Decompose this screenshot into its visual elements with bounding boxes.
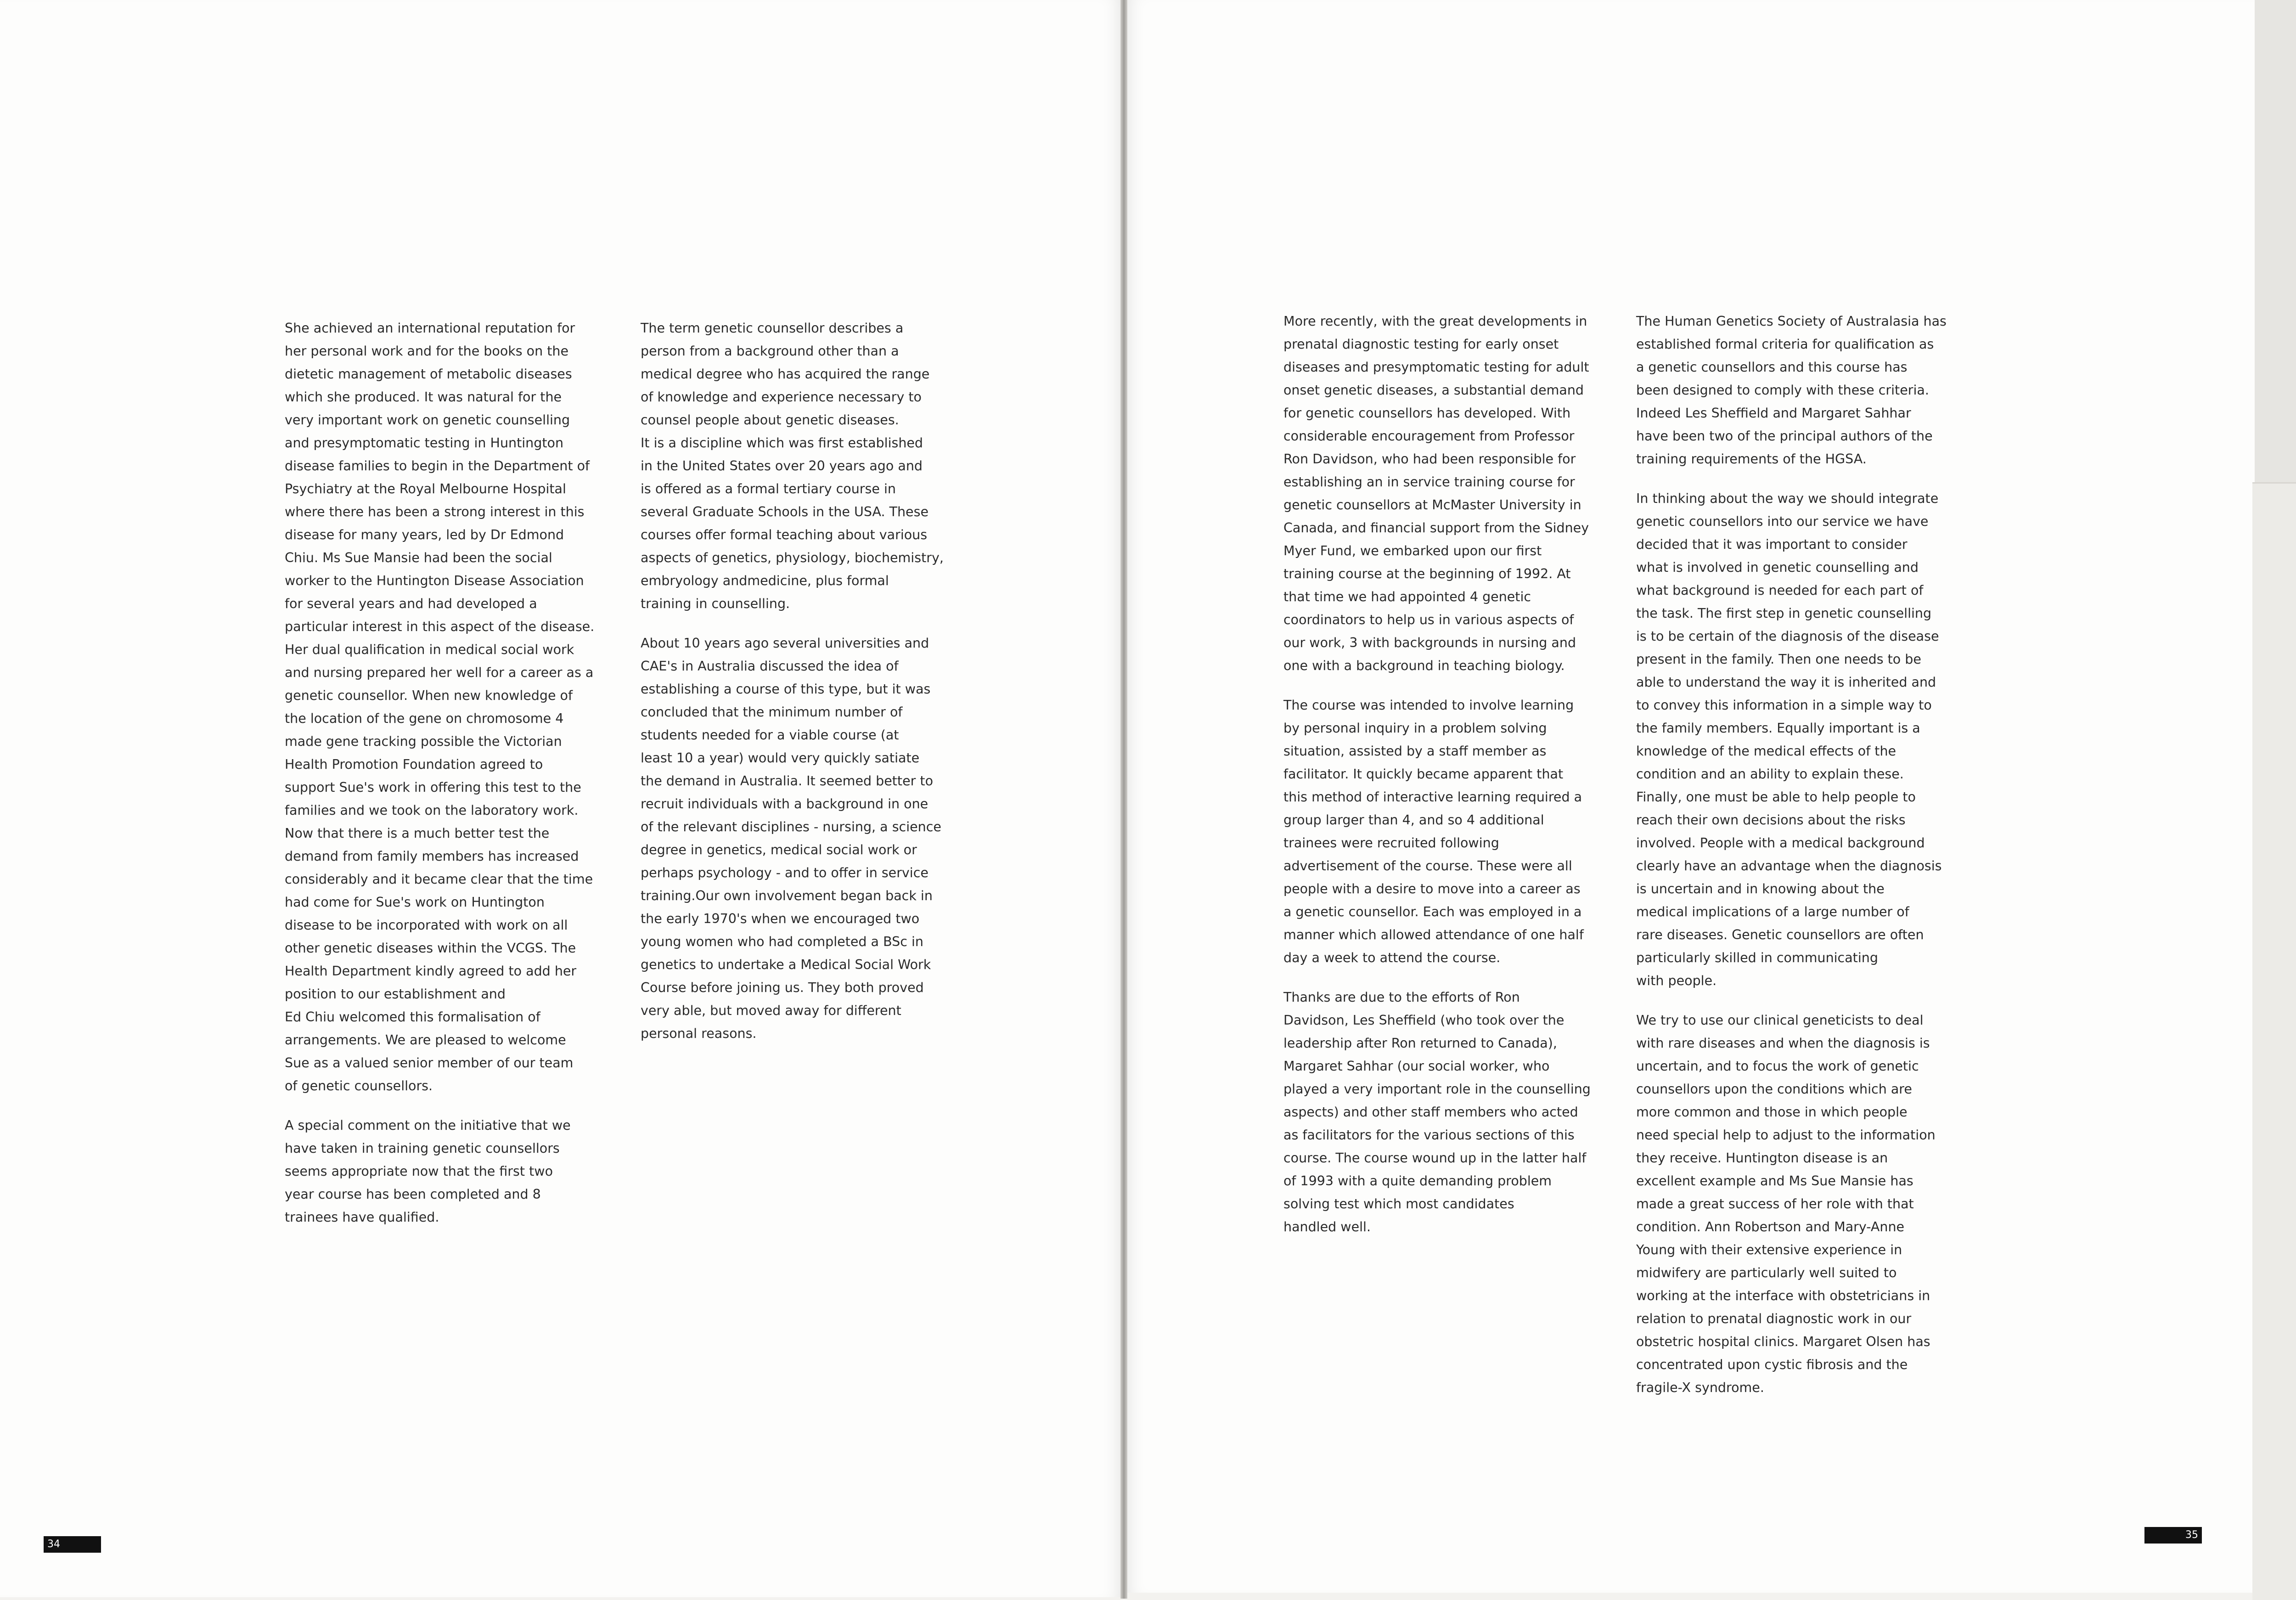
paragraph: Thanks are due to the efforts of Ron Davidson, Les Sheffield (who took over the leadership after Ron returned to Canada), Margaret Sahhar (our social worker, who played a very important role in the counselling aspects) and other staff members who acted as facilitators for the various sections of this course. The course wound up in the latter half of 1993 with a quite demanding problem solving test which most candidates handled well.: [1283, 990, 1591, 1234]
paragraph: About 10 years ago several universities and CAE's in Australia discussed the idea of establishing a course of this type, but it was concluded that the minimum number of students needed for a viable course (at least 10 a year) would very quickly satiate the demand in Australia. It seemed better to recruit individuals with a background in one of the relevant disciplines - nursing, a science degree in genetics, medical social work or perhaps psychology - and to offer in service training.Our own involvement began back in the early 1970's when we encouraged two young women who had completed a BSc in genetics to undertake a Medical Social Work Course before joining us. They both proved very able, but moved away for different personal reasons.: [641, 636, 941, 1041]
paragraph: We try to use our clinical geneticists to deal with rare diseases and when the diagnosis is uncertain, and to focus the work of genetic counsellors upon the conditions which are more common and those in which people need special help to adjust to the information they receive. Huntington disease is an excellent example and Ms Sue Mansie has made a great success of her role with that condition. Ann Robertson and Mary-Anne Young with their extensive experience in midwifery are particularly well suited to working at the interface with obstetricians in relation to prenatal diagnostic work in our obstetric hospital clinics. Margaret Olsen has concentrated upon cystic fibrosis and the fragile-X syndrome.: [1636, 1013, 1936, 1395]
paragraph: The Human Genetics Society of Australasia has established formal criteria for qualification as a genetic counsellors and this course has been designed to comply with these criteria. Indeed Les Sheffield and Margaret Sahhar have been two of the principal authors of the training requirements of the HGSA.: [1636, 314, 1947, 467]
right-page: [1127, 0, 2255, 1593]
left-column-2: [641, 317, 971, 1062]
paragraph: A special comment on the initiative that we have taken in training genetic counsellors seems appropriate now that the first two year course has been completed and 8 trainees have qualified.: [285, 1118, 571, 1225]
paragraph: The course was intended to involve learning by personal inquiry in a problem solving situation, assisted by a staff member as facilitator. It quickly became apparent that this method of interactive learning required a group larger than 4, and so 4 additional trainees were recruited following advertisement of the course. These were all people with a desire to move into a career as a genetic counsellor. Each was employed in a manner which allowed attendance of one half day a week to attend the course.: [1283, 698, 1584, 965]
book-gutter: [1120, 0, 1127, 1599]
right-column-2: [1636, 310, 1967, 1416]
paragraph: She achieved an international reputation for her personal work and for the books on the dietetic management of metabolic diseases which she produced. It was natural for the very important work on genetic counselling and presymptomatic testing in Huntington disease families to begin in the Department of Psychiatry at the Royal Melbourne Hospital where there has been a strong interest in this disease for many years, led by Dr Edmond Chiu. Ms Sue Mansie had been the social worker to the Huntington Disease Association for several years and had developed a particular interest in this aspect of the disease. Her dual qualification in medical social work and nursing prepared her well for a career as a genetic counsellor. When new knowledge of the location of the gene on chromosome 4 made gene tracking possible the Victorian Health Promotion Foundation agreed to support Sue's work in offering this test to the families and we took on the laboratory work. Now that there is a much better test the demand from family members has increased considerably and it became clear that the time had come for Sue's work on Huntington disease to be incorporated with work on all other genetic diseases within the VCGS. The Health Department kindly agreed to add her position to our establishment and Ed Chiu welcomed this formalisation of arrangements. We are pleased to welcome Sue as a valued senior member of our team of genetic counsellors.: [285, 321, 595, 1093]
left-page: [0, 0, 1120, 1597]
left-column-1: [285, 317, 615, 1245]
paragraph: More recently, with the great developments in prenatal diagnostic testing for early onset diseases and presymptomatic testing for adult onset genetic diseases, a substantial demand for genetic counsellors has developed. With considerable encouragement from Professor Ron Davidson, who had been responsible for establishing an in service training course for genetic counsellors at McMaster University in Canada, and financial support from the Sidney Myer Fund, we embarked upon our first training course at the beginning of 1992. At that time we had appointed 4 genetic coordinators to help us in various aspects of our work, 3 with backgrounds in nursing and one with a background in teaching biology.: [1283, 314, 1589, 673]
paragraph: In thinking about the way we should integrate genetic counsellors into our service we have decided that it was important to consider what is involved in genetic counselling and what background is needed for each part of the task. The first step in genetic counselling is to be certain of the diagnosis of the disease present in the family. Then one needs to be able to understand the way it is inherited and to convey this information in a simple way to the family members. Equally important is a knowledge of the medical effects of the condition and an ability to explain these. Finally, one must be able to help people to reach their own decisions about the risks involved. People with a medical background clearly have an advantage when the diagnosis is uncertain and in knowing about the medical implications of a large number of rare diseases. Genetic counsellors are often particularly skilled in communicating with people.: [1636, 491, 1942, 988]
page-number: 34: [44, 1536, 101, 1553]
page-number: 35: [2144, 1527, 2202, 1544]
paragraph: The term genetic counsellor describes a person from a background other than a medical degree who has acquired the range of knowledge and experience necessary to counsel people about genetic diseases. It is a discipline which was first established in the United States over 20 years ago and is offered as a formal tertiary course in several Graduate Schools in the USA. These courses offer formal teaching about various aspects of genetics, physiology, biochemistry, embryology andmedicine, plus formal training in counselling.: [641, 321, 944, 611]
right-column-1: [1283, 310, 1614, 1255]
insert-sheet: [2252, 482, 2296, 1600]
